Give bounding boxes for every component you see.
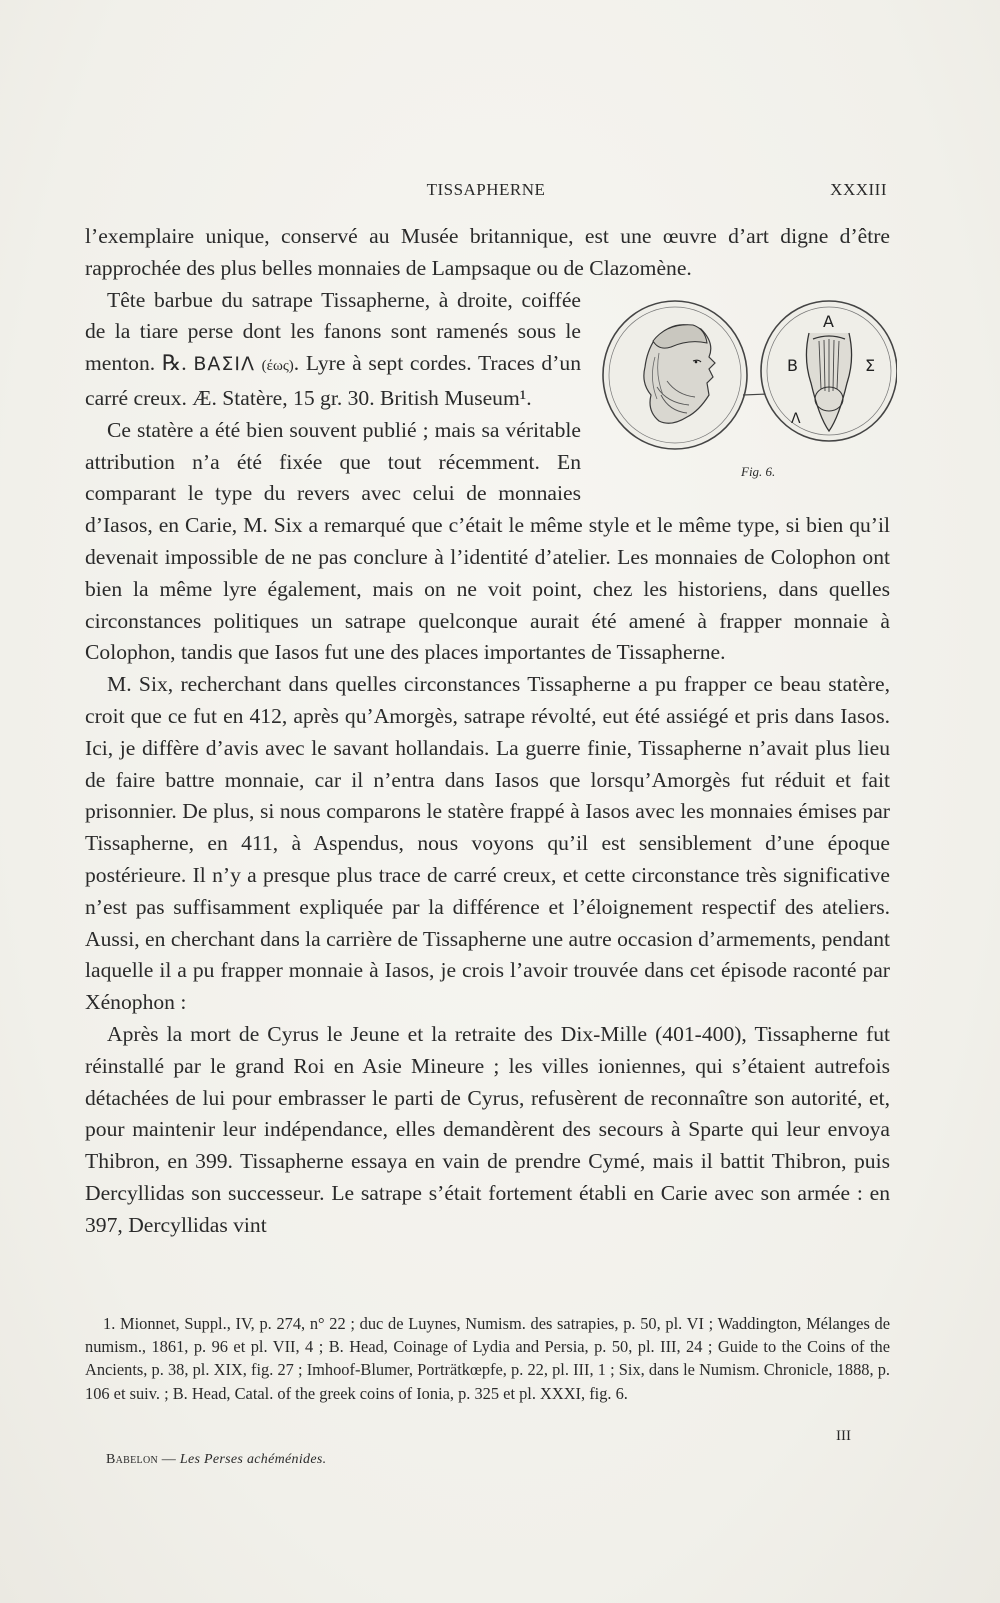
- reverse-letter-lambda: Λ: [791, 410, 801, 427]
- running-title: TISSAPHERNE: [426, 180, 546, 199]
- paragraph-1: l’exemplaire unique, conservé au Musée britannique, est une œuvre d’art digne d’être rapprochée des plus belles monnaies de Lampsaque ou de Clazomène.: [85, 224, 890, 280]
- paragraph-2: [85, 285, 890, 479]
- signature-author: Babelon: [106, 1452, 158, 1467]
- signature-book: Les Perses achéménides.: [179, 1452, 327, 1467]
- footnote-1: 1. Mionnet, Suppl., IV, p. 274, n° 22 ; duc de Luynes, Numism. des satrapies, p. 50, pl. VI ; Waddington, Mélanges de numism., 1861, p. 96 et pl. VII, 4 ; B. Head, Coinage of Lydia and Persia, p. 50, pl. III, 24 ; Guide to the Coins of the Ancients, p. 38, pl. XIX, fig. 27 ; Imhoof-Blumer, Porträtkœpfe, p. 22, pl. III, 1 ; Six, dans le Numism. Chronicle, 1888, p. 106 et suiv. ; B. Head, Catal. of the greek coins of Ionia, p. 325 et pl. XXXI, fig. 6.: [85, 1314, 890, 1403]
- paragraph-5: Après la mort de Cyrus le Jeune et la retraite des Dix-Mille (401-400), Tissapherne fut réinstallé par le grand Roi en Asie Mineure ; les villes ioniennes, qui s’étaient autrefois détachées de lui pour embrasser le parti de Cyrus, refusèrent de reconnaître son autorité, et, pour maintenir leur indépendance, elles demandèrent des secours à Sparte qui leur envoya Thibron, en 399. Tissapherne essaya en vain de prendre Cymé, mais il battit Thibron, puis Dercyllidas son successeur. Le satrape s’était fortement établi en Carie avec son armée : en 397, Dercyllidas vint: [85, 1021, 890, 1237]
- paragraph-4: M. Six, recherchant dans quelles circonstances Tissapherne a pu frapper ce beau statère, croit que ce fut en 412, après qu’Amorgès, satrape révolté, eut été assiégé et pris dans Iasos. Ici, je diffère d’avis avec le savant hollandais. La guerre finie, Tissapherne n’avait plus lieu de faire battre monnaie, car il n’entra dans Iasos que lorsqu’Amorgès fut réduit et fait prisonnier. De plus, si nous comparons le statère frappé à Iasos avec les monnaies émises par Tissapherne, en 411, à Aspendus, nous voyons qu’il est sensiblement d’une époque postérieure. Il n’y a presque plus trace de carré creux, et cette circonstance très significative n’est pas suffisamment expliquée par la différence et l’éloignement respectif des ateliers. Aussi, en cherchant dans la carrière de Tissapherne une autre occasion d’armements, pendant laquelle il a pu frapper monnaie à Iasos, je crois l’avoir trouvée dans cet épisode raconté par Xénophon :: [85, 672, 890, 1015]
- coin-figure: [597, 285, 895, 480]
- paragraph-3: Ce statère a été bien souvent publié ; mais sa véritable attribution n’a été fixée que tout récemment. En comparant le type du revers avec celui de monnaies d’Iasos, en Carie, M. Six a remarqué que c’était le même style et le même type, si bien qu’il devenait impossible de ne pas conclure à l’identité d’atelier. Les monnaies de Colophon ont bien la même lyre également, mais on ne voit point, chez les historiens, dans quelles circonstances politiques un satrape quelconque aurait été amené à frapper monnaie à Colophon, tandis que Iasos fut une des places importantes de Tissapherne.: [85, 417, 890, 665]
- coin-obverse: [603, 301, 747, 449]
- coin-illustration: [597, 299, 897, 469]
- page-number: XXXIII: [830, 180, 887, 199]
- footnotes: [85, 1312, 890, 1405]
- signature-dash: —: [158, 1452, 180, 1467]
- main-text: [85, 221, 890, 1242]
- reverse-letter-sigma: Σ: [865, 355, 876, 375]
- paragraph-2-text-a: Tête barbue du satrape Tissapherne, à droite, coiffée de la tiare perse dont les fanons sont ramenés sous le menton. ℞.: [85, 287, 581, 376]
- running-head: [85, 180, 887, 204]
- reverse-letter-alpha: Α: [823, 311, 834, 331]
- paragraph-2-text-b: . Lyre à sept cordes. Traces d’un carré creux. Æ. Statère, 15 gr. 30. British Museum¹.: [85, 351, 582, 410]
- figure-caption: Fig. 6.: [741, 463, 776, 479]
- printer-signature: [106, 1452, 326, 1468]
- reverse-letter-beta: Β: [787, 355, 798, 375]
- coin-legend-completion: (έως): [261, 358, 294, 375]
- coin-legend: ΒΑΣΙΛ: [193, 353, 255, 376]
- coin-reverse: [761, 301, 897, 441]
- sheet-mark: III: [836, 1428, 851, 1444]
